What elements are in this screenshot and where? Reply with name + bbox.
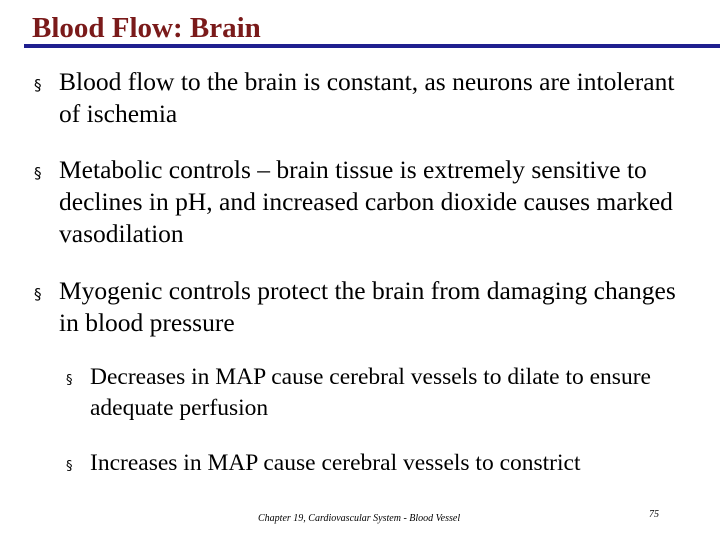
bullet-item	[34, 66, 684, 130]
bullet-icon: §	[66, 459, 73, 474]
bullet-icon: §	[34, 76, 42, 94]
slide-title: Blood Flow: Brain	[32, 12, 261, 44]
bullet-item	[34, 154, 684, 250]
bullet-item	[34, 275, 694, 339]
bullet-icon: §	[34, 164, 42, 182]
bullet-text: Increases in MAP cause cerebral vessels to constrict	[90, 450, 581, 476]
title-underline	[24, 44, 720, 48]
slide-footer: Chapter 19, Cardiovascular System - Blood Vessel	[258, 513, 461, 524]
bullet-text: Blood flow to the brain is constant, as neurons are intolerant of ischemia	[59, 67, 675, 128]
bullet-text: Metabolic controls – brain tissue is extremely sensitive to declines in pH, and increased carbon dioxide causes marked vasodilation	[59, 155, 673, 248]
bullet-icon: §	[34, 285, 42, 303]
page-number: 75	[649, 509, 659, 520]
bullet-icon: §	[66, 373, 73, 388]
bullet-text: Decreases in MAP cause cerebral vessels to dilate to ensure adequate perfusion	[90, 364, 651, 421]
sub-bullet-item	[66, 448, 716, 479]
sub-bullet-item	[66, 362, 686, 424]
bullet-text: Myogenic controls protect the brain from damaging changes in blood pressure	[59, 276, 676, 337]
